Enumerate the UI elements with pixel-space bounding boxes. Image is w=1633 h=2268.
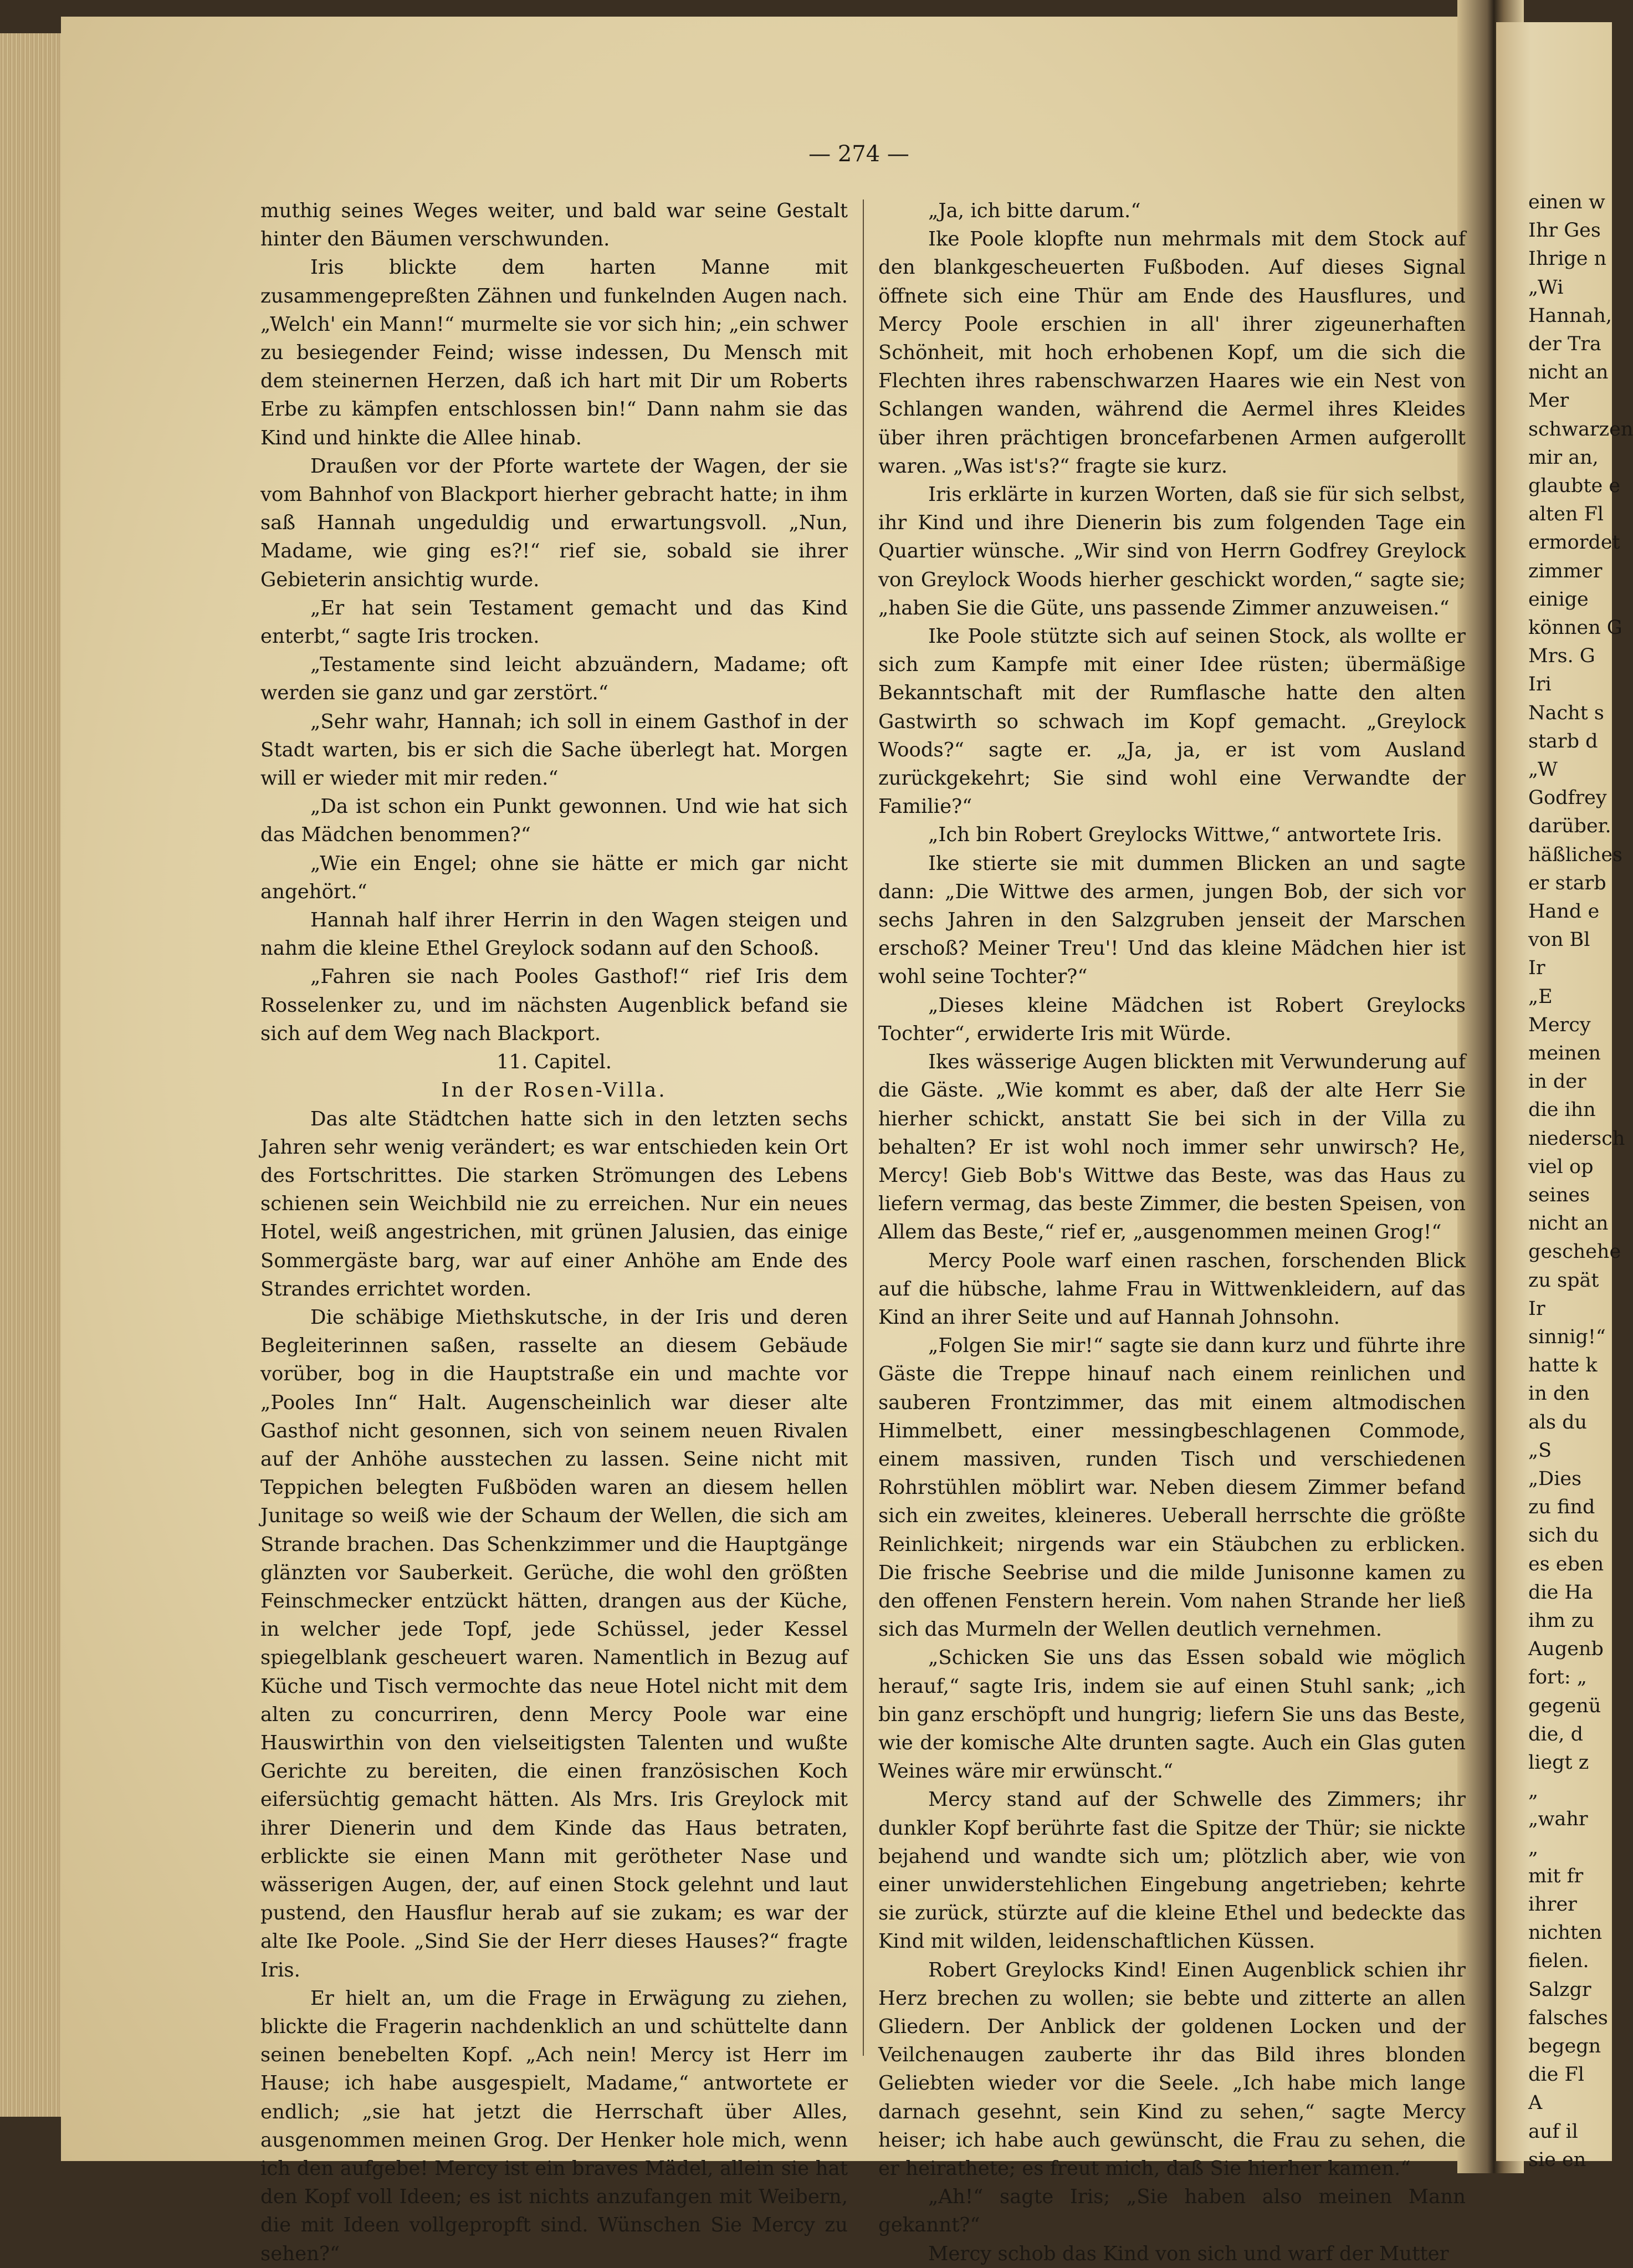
paragraph: Mercy schob das Kind von sich und warf der Mutter [928,2242,1449,2265]
right-page-line-fragment: Mrs. G [1528,645,1595,668]
right-page-line-fragment: von Bl [1528,929,1590,951]
right-page-line-fragment: die ihn [1528,1099,1596,1122]
right-page-line-fragment: „ [1528,1780,1539,1803]
paragraph: „Testamente sind leicht abzuändern, Madame; oft werden sie ganz und gar zerstört.“ [260,653,848,705]
paragraph: „Folgen Sie mir!“ sagte sie dann kurz und führte ihre Gäste die Treppe hinauf nach einem reinlichen und sauberen Frontzimmer, das mit einem altmodischen Himmelbett, einer messingbeschlagenen Commode, einem massiven, runden Tisch und verschiedenen Rohrstühlen möblirt war. Neben diesem Zimmer befand sich ein zweites, kleineres. Ueberall herrschte die größte Reinlichkeit; nirgends war ein Stäubchen zu erblicken. Die frische Seebrise und die milde Junisonne kamen zu den offenen Fenstern herein. Vom nahen Strande her ließ sich das Murmeln der Wellen deutlich vernehmen. [878,1334,1466,1641]
right-page-line-fragment: die, d [1528,1723,1583,1745]
right-page-line-fragment: Ihr Ges [1528,219,1601,242]
paragraph: „Da ist schon ein Punkt gewonnen. Und wie hat sich das Mädchen benommen?“ [260,795,848,847]
right-page-line-fragment: Ir [1528,1297,1545,1320]
right-page-line-fragment: schwarzen [1528,418,1633,441]
right-page-line-fragment: mir an, [1528,446,1599,469]
right-page-line-fragment: nicht an [1528,361,1609,384]
right-page-line-fragment: Salzgr [1528,1978,1591,2001]
paragraph: „Ah!“ sagte Iris; „Sie haben also meinen Mann gekannt?“ [878,2185,1466,2237]
right-page-line-fragment: hatte k [1528,1354,1598,1377]
right-page-line-fragment: Nacht s [1528,702,1604,724]
paragraph: Ike Poole stützte sich auf seinen Stock, als wollte er sich zum Kampfe mit einer Idee rüsten; übermäßige Bekanntschaft mit der Rumflasche hatte den alten Gastwirth so schwach im Kopf gemacht. „Greylock Woods?“ sagte er. „Ja, ja, er ist vom Ausland zurückgekehrt; Sie sind wohl eine Verwandte der Familie?“ [878,625,1466,818]
paragraph: „Fahren sie nach Pooles Gasthof!“ rief Iris dem Rosselenker zu, und im nächsten Augenblick befand sie sich auf dem Weg nach Blackport. [260,965,848,1045]
column-divider [863,199,864,2056]
right-page-line-fragment: auf il [1528,2120,1578,2143]
right-page-line-fragment: „Wi [1528,276,1564,299]
right-page-line-fragment: „ [1528,1836,1539,1859]
page-number: — 274 — [808,141,909,167]
right-page-line-fragment: A [1528,2092,1543,2115]
right-page-line-fragment: geschehe [1528,1241,1621,1263]
right-page-line-fragment: „E [1528,985,1553,1008]
chapter-number: 11. Capitel. [496,1051,612,1074]
paragraph: Die schäbige Miethskutsche, in der Iris und deren Begleiterinnen saßen, rasselte an diesem Gebäude vorüber, bog in die Hauptstraße ein und machte vor „Pooles Inn“ Halt. Augenscheinlich war dieser alte Gasthof nicht gesonnen, sich von seinem neuen Rivalen auf der Anhöhe ausstechen zu lassen. Seine nicht mit Teppichen belegten Fußböden waren an diesem hellen Junitage so weiß wie der Schaum der Wellen, die sich am Strande brachen. Das Schenkzimmer und die Hauptgänge glänzten vor Sauberkeit. Gerüche, die wohl den größten Feinschmecker entzückt hätten, drangen aus der Küche, in welcher jede Topf, jede Schüssel, jeder Kessel spiegelblank gescheuert waren. Namentlich in Bezug auf Küche und Tisch vermochte das neue Hotel nicht mit dem alten zu concurriren, denn Mercy Poole war eine Hauswirthin von den vielseitigsten Talenten und wußte Gerichte zu bereiten, die einen französischen Koch eifersüchtig gemacht hätten. Als Mrs. Iris Greylock mit ihrer Dienerin und dem Kinde das Haus betraten, erblickte sie einen Mann mit gerötheter Nase und wässerigen Augen, der, auf einen Stock gelehnt und laut pustend, den Hausflur herab auf sie zukam; es war der alte Ike Poole. „Sind Sie der Herr dieses Hauses?“ fragte Iris. [260,1305,848,1982]
paragraph: Iris blickte dem harten Manne mit zusammengepreßten Zähnen und funkelnden Augen nach. „Welch' ein Mann!“ murmelte sie vor sich hin; „ein schwer zu besiegender Feind; wisse indessen, Du Mensch mit dem steinernen Herzen, daß ich hart mit Dir um Roberts Erbe zu kämpfen entschlossen bin!“ Dann nahm sie das Kind und hinkte die Allee hinab. [260,256,848,449]
right-page-line-fragment: Augenb [1528,1638,1604,1661]
right-page-line-fragment: Ihrige n [1528,248,1607,270]
right-page-line-fragment: zimmer [1528,560,1603,582]
right-page-line-fragment: zu find [1528,1496,1595,1519]
paragraph: „Ja, ich bitte darum.“ [928,199,1141,222]
paragraph: „Sehr wahr, Hannah; ich soll in einem Gasthof in der Stadt warten, bis er sich die Sache überlegt hat. Morgen will er wieder mit mir reden.“ [260,710,848,790]
paragraph: Iris erklärte in kurzen Worten, daß sie für sich selbst, ihr Kind und ihre Dienerin bis zum folgenden Tage ein Quartier wünsche. „Wir sind von Herrn Godfrey Greylock von Greylock Woods hierher geschickt worden,“ sagte sie; „haben Sie die Güte, uns passende Zimmer anzuweisen.“ [878,483,1466,620]
paragraph: Mercy Poole warf einen raschen, forschenden Blick auf die hübsche, lahme Frau in Wittwenkleidern, auf das Kind an ihrer Seite und auf Hannah Johnsohn. [878,1249,1466,1329]
paragraph: muthig seines Weges weiter, und bald war seine Gestalt hinter den Bäumen verschwunden. [260,199,848,251]
right-page-line-fragment: einen w [1528,191,1605,213]
right-page-line-fragment: fielen. [1528,1950,1589,1973]
paragraph: Mercy stand auf der Schwelle des Zimmers; ihr dunkler Kopf berührte fast die Spitze der Thür; sie nickte bejahend und wandte sich um; plötzlich aber, wie von einer unwiderstehlichen Eingebung angetrieben; kehrte sie zurück, stürzte auf die kleine Ethel und bedeckte das Kind mit wilden, leidenschaftlichen Küssen. [878,1788,1466,1953]
right-page-line-fragment: der Tra [1528,333,1601,355]
right-page-line-fragment: in den [1528,1383,1590,1405]
right-page-line-fragment: sich du [1528,1524,1599,1547]
right-page-line-fragment: Iri [1528,673,1552,696]
right-page-line-fragment: sie en [1528,2148,1586,2171]
right-page-line-fragment: Ir [1528,957,1545,980]
paragraph: „Ich bin Robert Greylocks Wittwe,“ antwortete Iris. [928,823,1442,847]
right-page-line-fragment: zu spät [1528,1269,1599,1292]
right-page-line-fragment: „W [1528,759,1558,781]
right-page-line-fragment: mit fr [1528,1865,1584,1887]
right-page-line-fragment: einige [1528,588,1589,611]
paragraph: Er hielt an, um die Frage in Erwägung zu ziehen, blickte die Fragerin nachdenklich an und schüttelte dann seinen benebelten Kopf. „Ach nein! Mercy ist Herr im Hause; ich habe ausgespielt, Madame,“ antwortete er endlich; „sie hat jetzt die Herrschaft über Alles, ausgenommen meinen Grog. Der Henker hole mich, wenn ich den aufgebe! Mercy ist ein braves Mädel, allein sie hat den Kopf voll Ideen; es ist nichts anzufangen mit Weibern, die mit Ideen vollgepropft sind. Wünschen Sie Mercy zu sehen?“ [260,1987,848,2265]
right-page-line-fragment: es eben [1528,1553,1604,1575]
right-page-line-fragment: Hand e [1528,900,1600,923]
stacked-page-edges [0,33,66,2117]
paragraph: „Er hat sein Testament gemacht und das Kind enterbt,“ sagte Iris trocken. [260,596,848,648]
right-page-line-fragment: seines [1528,1184,1590,1206]
paragraph: Hannah half ihrer Herrin in den Wagen steigen und nahm die kleine Ethel Greylock sodann auf den Schooß. [260,909,848,960]
right-page-line-fragment: können G [1528,617,1622,639]
right-page-line-fragment: gegenü [1528,1694,1601,1717]
right-page-line-fragment: ihrer [1528,1893,1577,1916]
right-page-line-fragment: er starb [1528,872,1606,894]
right-page-line-fragment: „S [1528,1439,1552,1462]
paragraph: Ike Poole klopfte nun mehrmals mit dem Stock auf den blankgescheuerten Fußboden. Auf dieses Signal öffnete sich eine Thür am Ende des Hausflures, und Mercy Poole erschien in all' ihrer zigeunerhaften Schönheit, mit hoch erhobenen Kopf, um die sich die Flechten ihres rabenschwarzen Haares wie ein Nest von Schlangen wanden, während die Aermel ihres Kleides über ihren prächtigen broncefarbenen Armen aufgerollt waren. „Was ist's?“ fragte sie kurz. [878,228,1466,478]
chapter-title: In der Rosen-Villa. [441,1079,667,1102]
right-page-line-fragment: begegn [1528,2035,1601,2057]
right-page-line-fragment: sinnig!“ [1528,1326,1606,1348]
right-page-line-fragment: als du [1528,1411,1588,1434]
right-page-line-fragment: ihm zu [1528,1610,1595,1632]
paragraph: „Wie ein Engel; ohne sie hätte er mich gar nicht angehört.“ [260,852,848,903]
right-page-line-fragment: in der [1528,1071,1586,1093]
paragraph: Ikes wässerige Augen blickten mit Verwunderung auf die Gäste. „Wie kommt es aber, daß der alte Herr Sie hierher schickt, anstatt Sie bei sich in der Villa zu behalten? Er ist wohl noch immer sehr unwirsch? He, Mercy! Gieb Bob's Wittwe das Beste, was das Haus zu liefern vermag, das beste Zimmer, die besten Speisen, von Allem das Beste,“ rief er, „ausgenommen meinen Grog!“ [878,1051,1466,1244]
paragraph: Robert Greylocks Kind! Einen Augenblick schien ihr Herz brechen zu wollen; sie bebte und zitterte an allen Gliedern. Der Anblick der goldenen Locken und der Veilchenaugen zauberte ihr das Bild ihres blonden Geliebten wieder vor die Seele. „Ich habe mich lange darnach gesehnt, sein Kind zu sehen,“ sagte Mercy heiser; ich habe auch gewünscht, die Frau zu sehen, die er heirathete; es freut mich, daß Sie hierher kamen.“ [878,1958,1466,2180]
right-page-line-fragment: falsches [1528,2006,1608,2029]
right-page-line-fragment: die Fl [1528,2064,1584,2086]
right-page-line-fragment: glaubte e [1528,475,1621,497]
right-page-line-fragment: fort: „ [1528,1666,1587,1689]
right-page-line-fragment: „wahr [1528,1808,1588,1831]
paragraph: Das alte Städtchen hatte sich in den letzten sechs Jahren sehr wenig verändert; es war entschieden kein Ort des Fortschrittes. Die starken Strömungen des Lebens schienen sein Weichbild nie zu erreichen. Nur ein neues Hotel, weiß angestrichen, mit grünen Jalusien, das einige Sommergäste barg, war auf einer Anhöhe am Ende des Strandes errichtet worden. [260,1107,848,1301]
right-page-line-fragment: Mercy [1528,1013,1591,1036]
paragraph: „Schicken Sie uns das Essen sobald wie möglich herauf,“ sagte Iris, indem sie auf einen Stuhl sank; „ich bin ganz erschöpft und hungrig; liefern Sie uns das Beste, wie der komische Alte drunten sagte. Auch ein Glas guten Weines wäre mir erwünscht.“ [878,1646,1466,1783]
right-page-line-fragment: die Ha [1528,1581,1593,1604]
right-page-line-fragment: ermordet [1528,531,1620,554]
right-page-line-fragment: nicht an [1528,1212,1609,1235]
right-page-line-fragment: „Dies [1528,1468,1582,1490]
book-page-right-partial [1496,22,1633,2171]
right-page-line-fragment: starb d [1528,730,1598,752]
right-column [878,197,1466,2268]
right-page-line-fragment: meinen [1528,1042,1601,1064]
right-page-line-fragment: viel op [1528,1155,1594,1178]
left-column [260,197,848,2268]
right-page-line-fragment: niedersch [1528,1127,1625,1150]
right-page-line-fragment: alten Fl [1528,503,1604,526]
paragraph: Draußen vor der Pforte wartete der Wagen, der sie vom Bahnhof von Blackport hierher gebracht hatte; in ihm saß Hannah ungeduldig und erwartungsvoll. „Nun, Madame, wie ging es?!“ rief sie, sobald sie ihrer Gebieterin ansichtig wurde. [260,454,848,591]
right-page-line-fragment: liegt z [1528,1752,1589,1774]
paragraph: Ike stierte sie mit dummen Blicken an und sagte dann: „Die Wittwe des armen, jungen Bob, der sich vor sechs Jahren in den Salzgruben jenseit der Marschen erschoß? Meiner Treu'! Und das kleine Mädchen hier ist wohl seine Tochter?“ [878,852,1466,989]
right-page-line-fragment: nichten [1528,1922,1603,1944]
right-page-line-fragment: Hannah, [1528,304,1612,327]
right-page-line-fragment: darüber. [1528,815,1611,838]
right-page-line-fragment: Mer [1528,390,1569,412]
paragraph: „Dieses kleine Mädchen ist Robert Greylocks Tochter“, erwiderte Iris mit Würde. [878,994,1466,1045]
right-page-line-fragment: Godfrey [1528,787,1607,810]
right-page-line-fragment: häßliches [1528,843,1622,866]
